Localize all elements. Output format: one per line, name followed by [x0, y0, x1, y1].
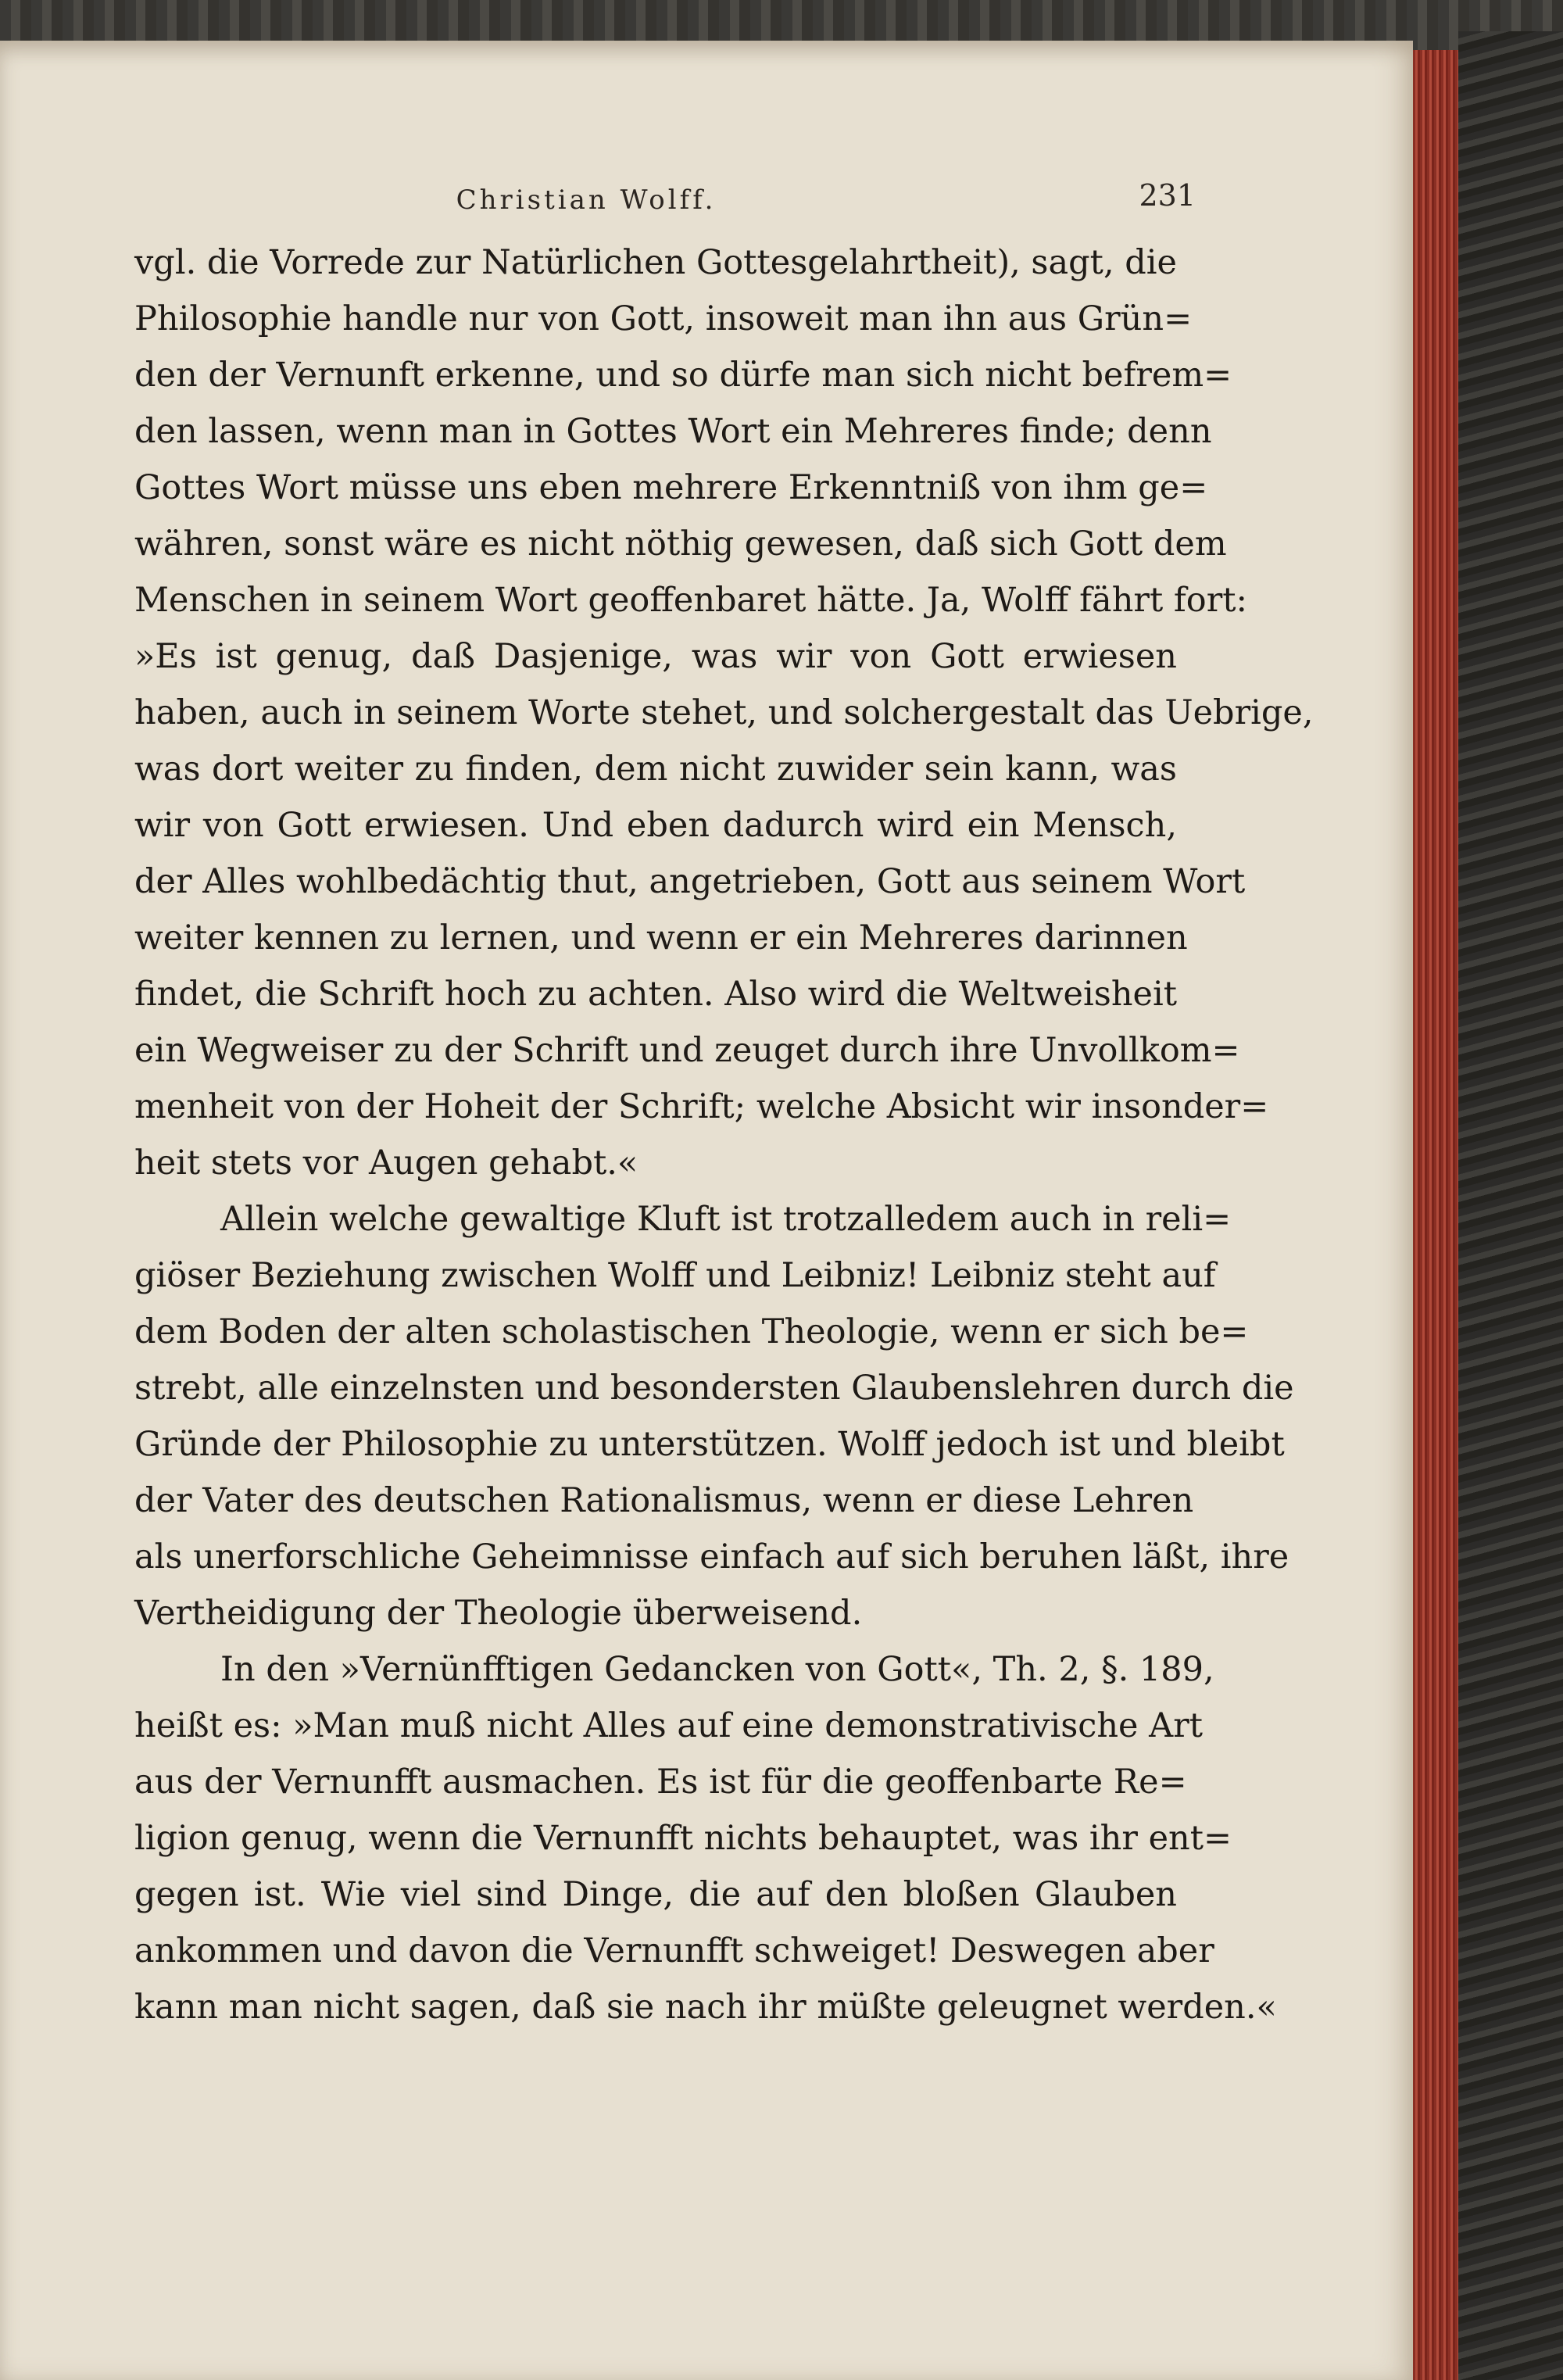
running-head-title: Christian Wolff.: [456, 184, 717, 216]
paragraph-1: [134, 234, 1314, 1191]
text-line: währen, sonst wäre es nicht nöthig gewesen, daß sich Gott dem: [134, 524, 1227, 564]
text-line: als unerforschliche Geheimnisse einfach auf sich beruhen läßt, ihre: [134, 1537, 1289, 1577]
text-line: Allein welche gewaltige Kluft ist trotzalledem auch in reli=: [220, 1200, 1232, 1239]
page-number: 231: [1139, 178, 1196, 213]
text-line: der Vater des deutschen Rationalismus, wenn er diese Lehren: [134, 1481, 1194, 1520]
text-line: weiter kennen zu lernen, und wenn er ein Mehreres darinnen: [134, 918, 1188, 957]
running-head: [0, 178, 1413, 225]
text-line: Vertheidigung der Theologie überweisend.: [134, 1594, 863, 1633]
text-line: strebt, alle einzelnsten und besondersten Glaubenslehren durch die: [134, 1369, 1294, 1408]
text-line: ein Wegweiser zu der Schrift und zeuget durch ihre Unvollkom=: [134, 1031, 1240, 1070]
text-line: giöser Beziehung zwischen Wolff und Leibniz! Leibniz steht auf: [134, 1256, 1216, 1295]
text-line: Menschen in seinem Wort geoffenbaret hätte. Ja, Wolff fährt fort:: [134, 581, 1248, 620]
text-line: ligion genug, wenn die Vernunfft nichts behauptet, was ihr ent=: [134, 1819, 1232, 1858]
text-line: Gottes Wort müsse uns eben mehrere Erkenntniß von ihm ge=: [134, 468, 1208, 507]
book-cover-marbled-edge: [1458, 31, 1563, 2380]
text-line: Gründe der Philosophie zu unterstützen. Wolff jedoch ist und bleibt: [134, 1425, 1285, 1464]
text-line: heit stets vor Augen gehabt.«: [134, 1143, 638, 1183]
text-line: der Alles wohlbedächtig thut, angetrieben, Gott aus seinem Wort: [134, 862, 1246, 901]
text-line: den der Vernunft erkenne, und so dürfe man sich nicht befrem=: [134, 356, 1232, 395]
text-line: haben, auch in seinem Worte stehet, und solchergestalt das Uebrige,: [134, 693, 1314, 732]
text-line: wir von Gott erwiesen. Und eben dadurch wird ein Mensch,: [134, 806, 1177, 845]
paragraph-2: [134, 1191, 1294, 1641]
text-line: dem Boden der alten scholastischen Theologie, wenn er sich be=: [134, 1312, 1249, 1351]
text-line: findet, die Schrift hoch zu achten. Also wird die Weltweisheit: [134, 975, 1177, 1014]
paragraph-3: [134, 1641, 1277, 2035]
text-line: ankommen und davon die Vernunfft schweiget! Deswegen aber: [134, 1931, 1214, 1970]
text-line: heißt es: »Man muß nicht Alles auf eine demonstrativische Art: [134, 1706, 1204, 1745]
text-line: Philosophie handle nur von Gott, insoweit man ihn aus Grün=: [134, 299, 1193, 338]
text-line: »Es ist genug, daß Dasjenige, was wir von Gott erwiesen: [134, 637, 1177, 676]
text-line: den lassen, wenn man in Gottes Wort ein Mehreres finde; denn: [134, 412, 1212, 451]
text-line: kann man nicht sagen, daß sie nach ihr müßte geleugnet werden.«: [134, 1988, 1277, 2027]
text-line: was dort weiter zu finden, dem nicht zuwider sein kann, was: [134, 750, 1177, 789]
text-line: In den »Vernünfftigen Gedancken von Gott«, Th. 2, §. 189,: [220, 1650, 1214, 1689]
text-line: menheit von der Hoheit der Schrift; welche Absicht wir insonder=: [134, 1087, 1269, 1126]
text-line: aus der Vernunfft ausmachen. Es ist für die geoffenbarte Re=: [134, 1763, 1187, 1802]
text-line: vgl. die Vorrede zur Natürlichen Gottesgelahrtheit), sagt, die: [134, 243, 1178, 282]
text-line: gegen ist. Wie viel sind Dinge, die auf den bloßen Glauben: [134, 1875, 1177, 1914]
body-text: [134, 234, 1314, 2035]
page-block-red-edge: [1413, 50, 1458, 2380]
